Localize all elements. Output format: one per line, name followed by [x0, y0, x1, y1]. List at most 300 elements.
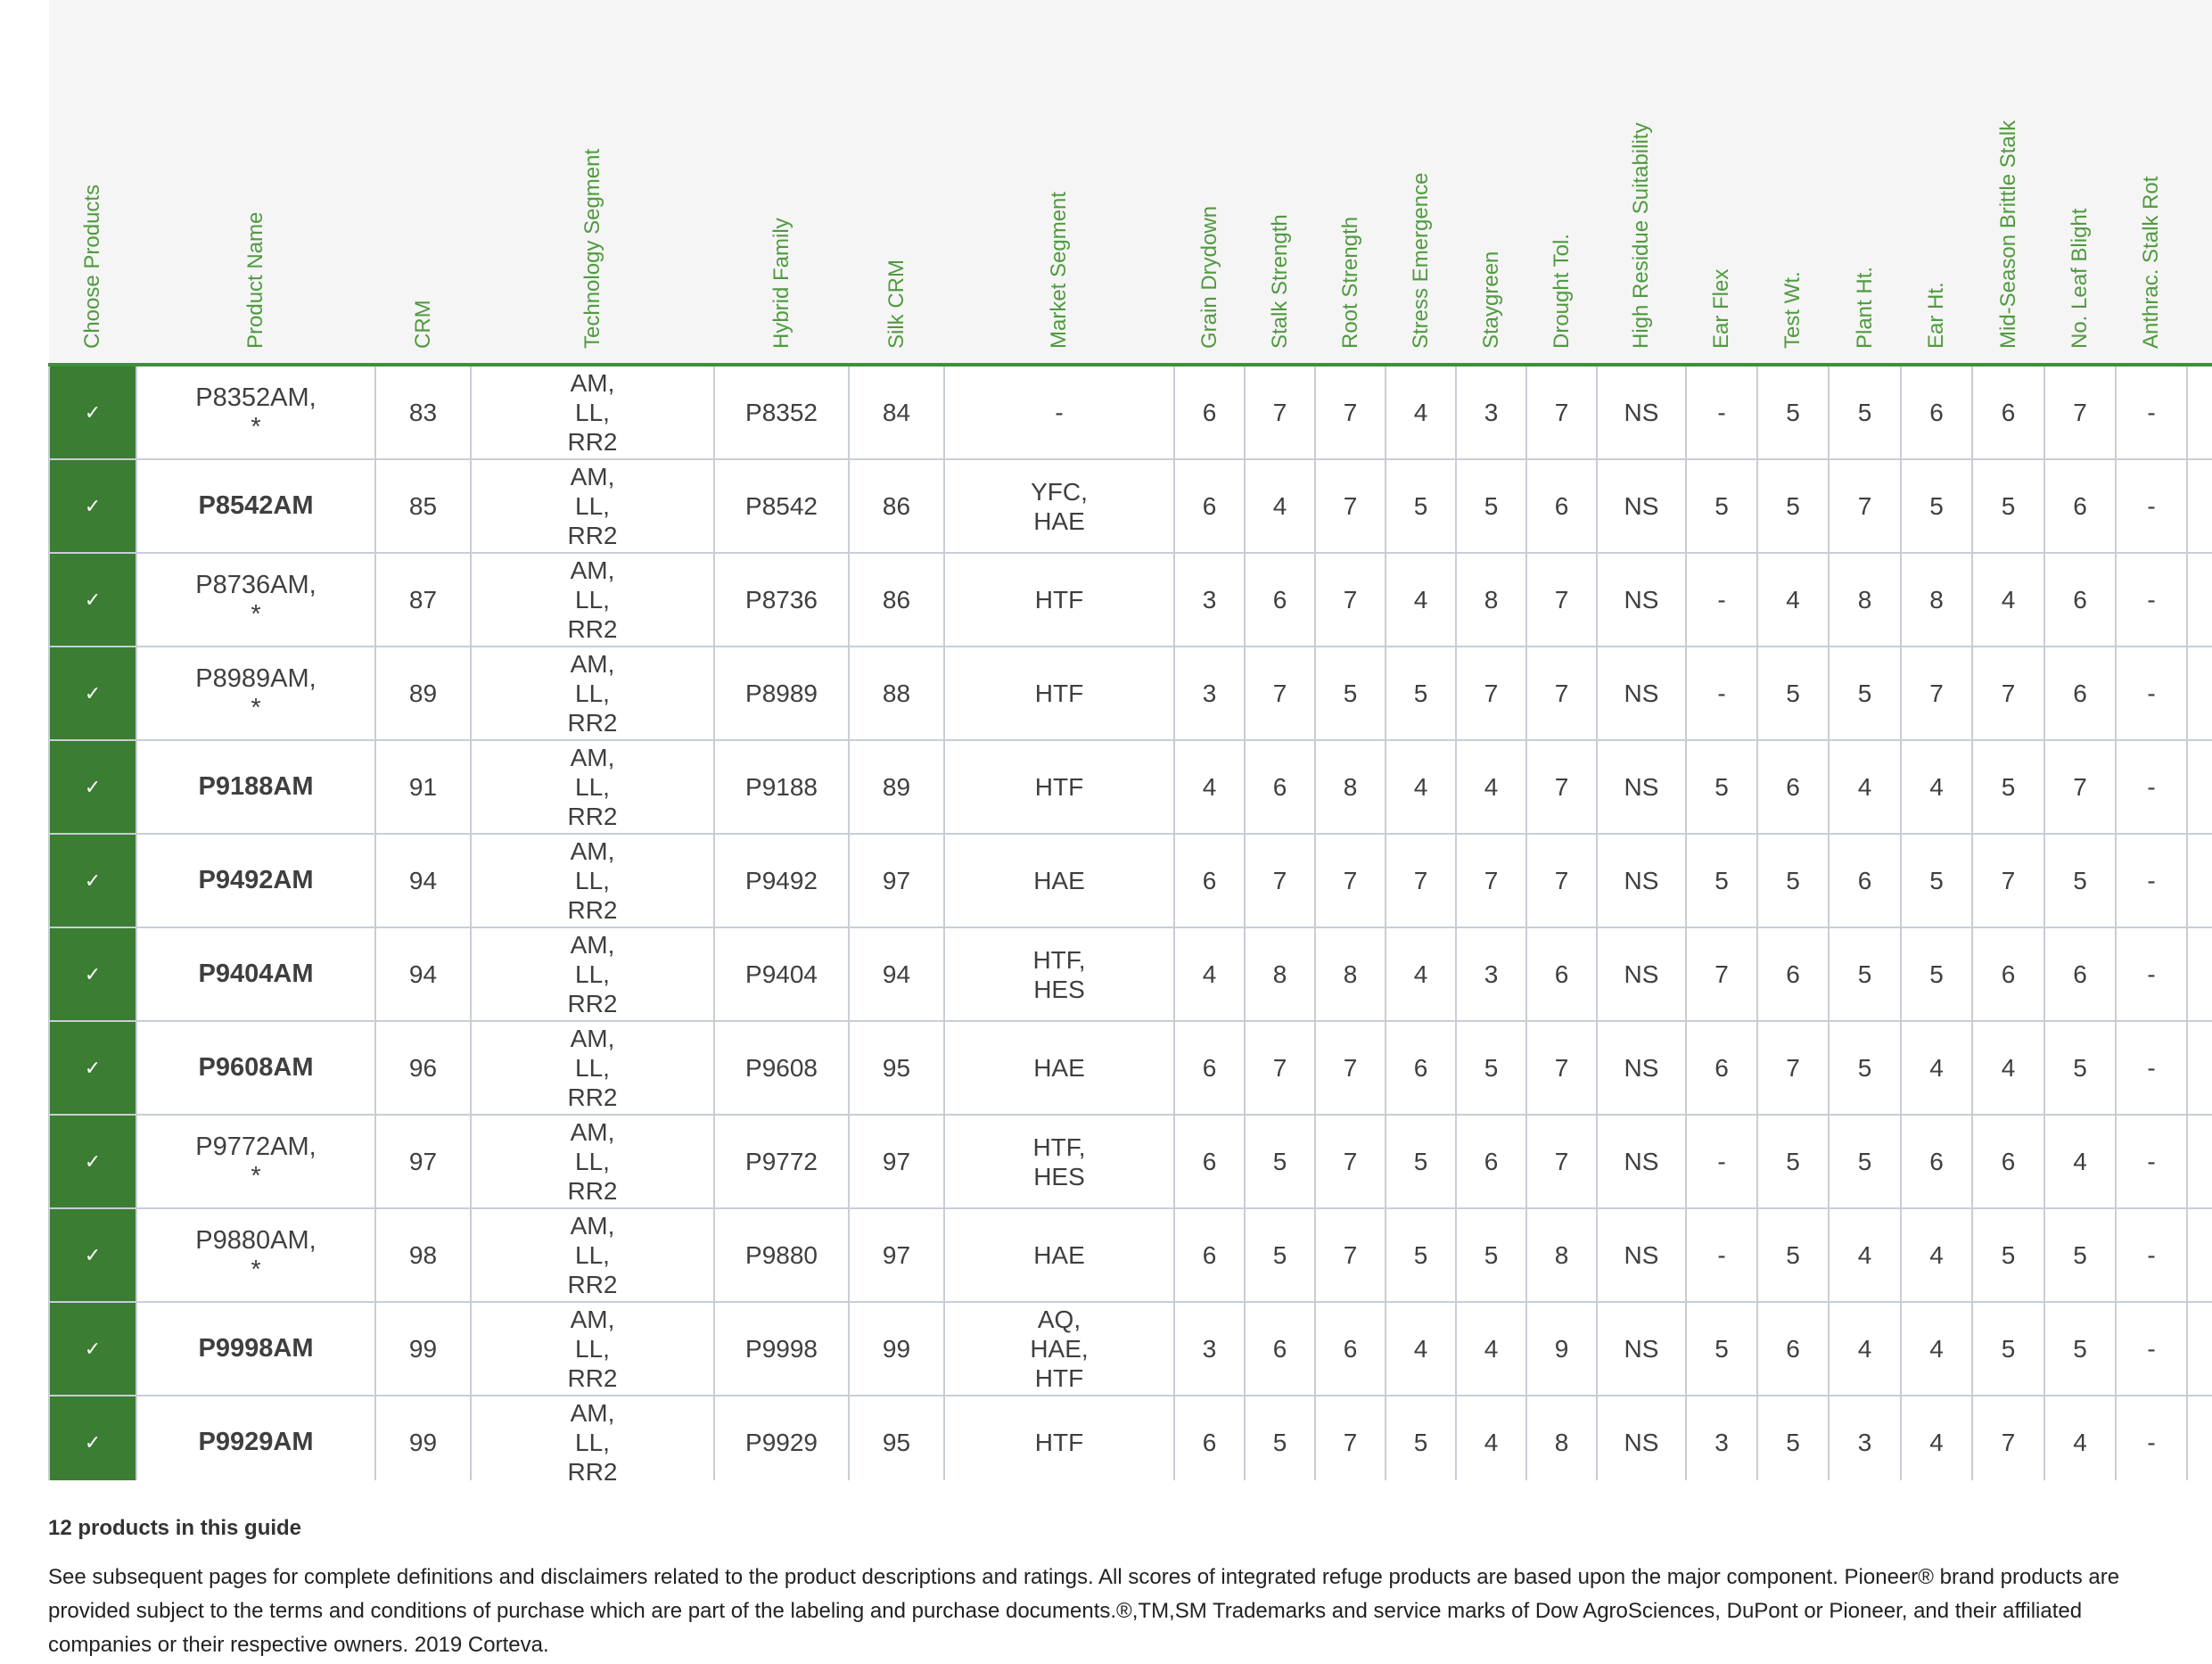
- rating-cell: 4: [2044, 1396, 2116, 1480]
- crm-cell: 99: [375, 1302, 471, 1396]
- choose-product-checkbox[interactable]: [49, 1396, 136, 1480]
- checkmark-icon: ✓: [84, 1338, 102, 1360]
- silk-crm-cell: 84: [849, 365, 944, 459]
- column-header: [2187, 0, 2212, 365]
- rating-cell: 9: [1526, 1302, 1597, 1396]
- column-header: [1901, 0, 1972, 365]
- market-segment-cell: [944, 1302, 1174, 1396]
- rating-cell: 5: [1456, 459, 1526, 553]
- rating-cell: NS: [1597, 647, 1686, 740]
- cell-line: HAE,: [1030, 1335, 1089, 1363]
- cell-line: AM,: [570, 369, 615, 397]
- rating-cell: 5: [1901, 927, 1972, 1021]
- rating-cell: -: [1686, 553, 1757, 647]
- cell-line: HTF: [1034, 586, 1084, 614]
- market-segment-cell: [944, 1208, 1174, 1302]
- rating-cell: 6: [1972, 365, 2044, 459]
- column-header-label: Stalk Strength: [1267, 214, 1292, 349]
- crm-cell: 83: [375, 365, 471, 459]
- cell-line: LL,: [575, 492, 610, 520]
- rating-cell: 7: [1526, 647, 1597, 740]
- product-name: [136, 1302, 375, 1396]
- rating-cell: 6: [1757, 927, 1829, 1021]
- rating-cell: 7: [1526, 365, 1597, 459]
- rating-cell: 8: [1901, 553, 1972, 647]
- cell-line: LL,: [575, 399, 610, 426]
- cell-line: AM,: [570, 556, 615, 584]
- rating-cell: NS: [1597, 834, 1686, 927]
- choose-product-checkbox[interactable]: [49, 647, 136, 740]
- cell-line: RR2: [567, 1083, 618, 1111]
- cell-line: AM,: [570, 463, 615, 490]
- rating-cell: 7: [2044, 365, 2116, 459]
- cell-line: P9404AM: [198, 960, 314, 988]
- column-header: [1757, 0, 1829, 365]
- column-header-label: Anthrac. Stalk Rot: [2139, 176, 2163, 349]
- product-name: [136, 1021, 375, 1115]
- column-header: [471, 0, 714, 365]
- cell-line: RR2: [567, 522, 618, 549]
- rating-cell: 4: [1386, 1302, 1456, 1396]
- rating-cell: 6: [1757, 1302, 1829, 1396]
- rating-cell: NS: [1597, 1396, 1686, 1480]
- rating-cell: 5: [1757, 1208, 1829, 1302]
- empty-cell: [2187, 365, 2212, 459]
- rating-cell: 5: [1386, 647, 1456, 740]
- column-header-label: Choose Products: [80, 184, 104, 349]
- rating-cell: 6: [2044, 647, 2116, 740]
- rating-cell: -: [2116, 1115, 2187, 1208]
- hybrid-family-cell: P9880: [714, 1208, 849, 1302]
- rating-cell: -: [1686, 1115, 1757, 1208]
- market-segment-cell: [944, 553, 1174, 647]
- cell-line: RR2: [567, 803, 618, 830]
- rating-cell: NS: [1597, 365, 1686, 459]
- market-segment-cell: [944, 459, 1174, 553]
- table-row: [49, 1021, 2212, 1115]
- choose-product-checkbox[interactable]: [49, 927, 136, 1021]
- rating-cell: 7: [1245, 365, 1315, 459]
- rating-cell: 3: [1174, 553, 1245, 647]
- cell-line: LL,: [575, 773, 610, 801]
- rating-cell: 4: [1829, 740, 1901, 834]
- rating-cell: 5: [1972, 740, 2044, 834]
- hybrid-family-cell: P8542: [714, 459, 849, 553]
- rating-cell: 5: [1686, 459, 1757, 553]
- choose-product-checkbox[interactable]: [49, 553, 136, 647]
- rating-cell: -: [2116, 365, 2187, 459]
- rating-cell: 5: [1757, 1115, 1829, 1208]
- rating-cell: 5: [1456, 1208, 1526, 1302]
- rating-cell: 6: [1174, 1021, 1245, 1115]
- rating-cell: 4: [1174, 740, 1245, 834]
- rating-cell: 4: [1901, 1302, 1972, 1396]
- empty-cell: [2187, 834, 2212, 927]
- column-header: [1686, 0, 1757, 365]
- rating-cell: 6: [1686, 1021, 1757, 1115]
- crm-cell: 94: [375, 927, 471, 1021]
- rating-cell: 7: [1526, 1115, 1597, 1208]
- rating-cell: -: [1686, 1208, 1757, 1302]
- cell-line: YFC,: [1031, 477, 1088, 506]
- cell-line: RR2: [567, 896, 618, 924]
- technology-segment-cell: [471, 1302, 714, 1396]
- rating-cell: 7: [1972, 647, 2044, 740]
- rating-cell: 6: [1174, 834, 1245, 927]
- rating-cell: 4: [1386, 740, 1456, 834]
- rating-cell: 3: [1829, 1396, 1901, 1480]
- cell-line: P9929AM: [198, 1428, 314, 1456]
- rating-cell: NS: [1597, 1021, 1686, 1115]
- empty-cell: [2187, 927, 2212, 1021]
- rating-cell: 7: [1245, 1021, 1315, 1115]
- rating-cell: 6: [1245, 740, 1315, 834]
- rating-cell: 5: [1315, 647, 1386, 740]
- rating-cell: 6: [1174, 1208, 1245, 1302]
- rating-cell: 6: [1972, 1115, 2044, 1208]
- rating-cell: 5: [1757, 1396, 1829, 1480]
- rating-cell: -: [2116, 1302, 2187, 1396]
- hybrid-family-cell: P9608: [714, 1021, 849, 1115]
- rating-cell: 5: [1386, 1115, 1456, 1208]
- rating-cell: 6: [1526, 459, 1597, 553]
- rating-cell: 4: [1901, 1396, 1972, 1480]
- rating-cell: 8: [1245, 927, 1315, 1021]
- choose-product-checkbox[interactable]: [49, 1208, 136, 1302]
- rating-cell: 7: [1829, 459, 1901, 553]
- rating-cell: 5: [1245, 1115, 1315, 1208]
- cell-line: RR2: [567, 709, 618, 737]
- choose-product-checkbox[interactable]: [49, 740, 136, 834]
- column-header: [49, 0, 136, 365]
- choose-product-checkbox[interactable]: [49, 459, 136, 553]
- rating-cell: NS: [1597, 553, 1686, 647]
- rating-cell: -: [2116, 740, 2187, 834]
- choose-product-checkbox[interactable]: [49, 1302, 136, 1396]
- rating-cell: 6: [1174, 1396, 1245, 1480]
- product-comparison-table: [48, 0, 2212, 1480]
- cell-line: *: [251, 1255, 261, 1284]
- column-header-label: CRM: [410, 300, 435, 349]
- product-name: [136, 740, 375, 834]
- cell-line: *: [251, 599, 261, 629]
- cell-line: LL,: [575, 1054, 610, 1082]
- choose-product-checkbox[interactable]: [49, 1021, 136, 1115]
- checkmark-icon: ✓: [84, 963, 102, 985]
- cell-line: AM,: [570, 650, 615, 678]
- column-header-label: Product Name: [243, 211, 267, 349]
- rating-cell: 3: [1456, 927, 1526, 1021]
- rating-cell: 7: [1386, 834, 1456, 927]
- column-header-label: Test Wt.: [1780, 271, 1805, 349]
- silk-crm-cell: 97: [849, 834, 944, 927]
- empty-cell: [2187, 459, 2212, 553]
- rating-cell: 7: [1526, 740, 1597, 834]
- rating-cell: 7: [1315, 1208, 1386, 1302]
- rating-cell: 6: [1829, 834, 1901, 927]
- column-header: [2044, 0, 2116, 365]
- silk-crm-cell: 86: [849, 553, 944, 647]
- rating-cell: 4: [1386, 553, 1456, 647]
- rating-cell: NS: [1597, 459, 1686, 553]
- cell-line: LL,: [575, 1148, 610, 1175]
- rating-cell: 7: [1315, 1115, 1386, 1208]
- column-header-label: Mid-Season Brittle Stalk: [1995, 119, 2020, 349]
- rating-cell: 5: [1829, 647, 1901, 740]
- crm-cell: 97: [375, 1115, 471, 1208]
- column-header-label: Grain Drydown: [1196, 205, 1221, 349]
- silk-crm-cell: 86: [849, 459, 944, 553]
- technology-segment-cell: [471, 1021, 714, 1115]
- cell-line: RR2: [567, 990, 618, 1017]
- technology-segment-cell: [471, 1396, 714, 1480]
- rating-cell: 5: [1386, 459, 1456, 553]
- rating-cell: 5: [1245, 1396, 1315, 1480]
- checkmark-icon: ✓: [84, 1150, 102, 1173]
- market-segment-cell: [944, 740, 1174, 834]
- table-row: [49, 1208, 2212, 1302]
- checkmark-icon: ✓: [84, 1244, 102, 1266]
- rating-cell: 7: [1901, 647, 1972, 740]
- cell-line: HAE: [1033, 1241, 1085, 1269]
- rating-cell: 3: [1456, 365, 1526, 459]
- rating-cell: 5: [1829, 927, 1901, 1021]
- rating-cell: -: [2116, 459, 2187, 553]
- table-body: [49, 365, 2212, 1480]
- market-segment-cell: [944, 1396, 1174, 1480]
- cell-line: AM,: [570, 1399, 615, 1427]
- choose-product-checkbox[interactable]: [49, 365, 136, 459]
- rating-cell: -: [1686, 365, 1757, 459]
- rating-cell: 5: [2044, 834, 2116, 927]
- rating-cell: 7: [1315, 1021, 1386, 1115]
- product-name: [136, 365, 375, 459]
- market-segment-cell: [944, 834, 1174, 927]
- choose-product-checkbox[interactable]: [49, 834, 136, 927]
- cell-line: LL,: [575, 1241, 610, 1269]
- empty-cell: [2187, 1115, 2212, 1208]
- rating-cell: 5: [1757, 647, 1829, 740]
- rating-cell: 7: [1245, 834, 1315, 927]
- empty-cell: [2187, 1021, 2212, 1115]
- cell-line: RR2: [567, 428, 618, 456]
- technology-segment-cell: [471, 834, 714, 927]
- hybrid-family-cell: P9929: [714, 1396, 849, 1480]
- market-segment-cell: [944, 647, 1174, 740]
- rating-cell: 7: [2044, 740, 2116, 834]
- table-row: [49, 553, 2212, 647]
- column-header-label: High Residue Suitability: [1629, 122, 1653, 349]
- column-header: [1386, 0, 1456, 365]
- rating-cell: 6: [1456, 1115, 1526, 1208]
- crm-cell: 94: [375, 834, 471, 927]
- rating-cell: 5: [1972, 1302, 2044, 1396]
- hybrid-family-cell: P8352: [714, 365, 849, 459]
- column-header: [849, 0, 944, 365]
- rating-cell: 3: [1686, 1396, 1757, 1480]
- column-header-label: Hybrid Family: [769, 218, 794, 349]
- rating-cell: 5: [1386, 1396, 1456, 1480]
- cell-line: RR2: [567, 1458, 618, 1480]
- cell-line: AQ,: [1037, 1306, 1081, 1333]
- table-row: [49, 1302, 2212, 1396]
- rating-cell: 5: [1386, 1208, 1456, 1302]
- rating-cell: 4: [1901, 740, 1972, 834]
- cell-line: *: [251, 412, 261, 441]
- rating-cell: 7: [1526, 1021, 1597, 1115]
- choose-product-checkbox[interactable]: [49, 1115, 136, 1208]
- checkmark-icon: ✓: [84, 589, 102, 611]
- rating-cell: NS: [1597, 740, 1686, 834]
- cell-line: RR2: [567, 615, 618, 643]
- crm-cell: 91: [375, 740, 471, 834]
- cell-line: AM,: [570, 1025, 615, 1052]
- rating-cell: 4: [1456, 740, 1526, 834]
- rating-cell: 8: [1526, 1396, 1597, 1480]
- column-header-label: Drought Tol.: [1549, 234, 1574, 349]
- hybrid-family-cell: P8736: [714, 553, 849, 647]
- cell-line: HTF: [1034, 680, 1084, 707]
- table-row: [49, 647, 2212, 740]
- hybrid-family-cell: P9772: [714, 1115, 849, 1208]
- rating-cell: 7: [1526, 834, 1597, 927]
- crm-cell: 96: [375, 1021, 471, 1115]
- product-name: [136, 834, 375, 927]
- rating-cell: -: [2116, 647, 2187, 740]
- column-header: [1456, 0, 1526, 365]
- hybrid-family-cell: P9404: [714, 927, 849, 1021]
- rating-cell: 6: [1386, 1021, 1456, 1115]
- cell-line: P9188AM: [198, 772, 314, 801]
- checkmark-icon: ✓: [84, 495, 102, 517]
- silk-crm-cell: 97: [849, 1115, 944, 1208]
- table-row: [49, 365, 2212, 459]
- rating-cell: 5: [1245, 1208, 1315, 1302]
- rating-cell: 3: [1174, 1302, 1245, 1396]
- rating-cell: 5: [1829, 1021, 1901, 1115]
- cell-line: LL,: [575, 1335, 610, 1363]
- rating-cell: 7: [1686, 927, 1757, 1021]
- technology-segment-cell: [471, 365, 714, 459]
- rating-cell: 5: [1757, 365, 1829, 459]
- rating-cell: 5: [1686, 834, 1757, 927]
- rating-cell: -: [1686, 647, 1757, 740]
- cell-line: AM,: [570, 744, 615, 771]
- rating-cell: 6: [1901, 365, 1972, 459]
- column-header-label: Ear Flex: [1709, 268, 1733, 349]
- cell-line: LL,: [575, 1429, 610, 1456]
- silk-crm-cell: 89: [849, 740, 944, 834]
- checkmark-icon: ✓: [84, 1057, 102, 1079]
- cell-line: HES: [1033, 1162, 1085, 1190]
- rating-cell: 4: [1829, 1302, 1901, 1396]
- empty-cell: [2187, 647, 2212, 740]
- rating-cell: 6: [1315, 1302, 1386, 1396]
- rating-cell: 7: [1315, 459, 1386, 553]
- hybrid-family-cell: P9998: [714, 1302, 849, 1396]
- column-header-label: Ear Ht.: [1924, 282, 1948, 349]
- rating-cell: 4: [1757, 553, 1829, 647]
- cell-line: LL,: [575, 586, 610, 614]
- silk-crm-cell: 99: [849, 1302, 944, 1396]
- rating-cell: 6: [1526, 927, 1597, 1021]
- column-header-label: Market Segment: [1047, 191, 1071, 349]
- rating-cell: 6: [2044, 927, 2116, 1021]
- rating-cell: -: [2116, 1208, 2187, 1302]
- technology-segment-cell: [471, 927, 714, 1021]
- rating-cell: 6: [1972, 927, 2044, 1021]
- rating-cell: 4: [1901, 1208, 1972, 1302]
- rating-cell: -: [2116, 834, 2187, 927]
- silk-crm-cell: 95: [849, 1396, 944, 1480]
- rating-cell: 7: [1972, 1396, 2044, 1480]
- rating-cell: 7: [1245, 647, 1315, 740]
- cell-line: P9608AM: [198, 1053, 314, 1082]
- rating-cell: 7: [1456, 647, 1526, 740]
- column-header-label: Root Strength: [1337, 216, 1362, 349]
- rating-cell: 8: [1526, 1208, 1597, 1302]
- rating-cell: NS: [1597, 1115, 1686, 1208]
- technology-segment-cell: [471, 740, 714, 834]
- product-name: [136, 1115, 375, 1208]
- market-segment-cell: [944, 927, 1174, 1021]
- crm-cell: 99: [375, 1396, 471, 1480]
- rating-cell: 7: [1972, 834, 2044, 927]
- rating-cell: 6: [1757, 740, 1829, 834]
- rating-cell: 5: [2044, 1302, 2116, 1396]
- rating-cell: 4: [1972, 1021, 2044, 1115]
- cell-line: RR2: [567, 1177, 618, 1205]
- column-header: [1174, 0, 1245, 365]
- rating-cell: 4: [1901, 1021, 1972, 1115]
- cell-line: P8352AM,: [195, 383, 317, 412]
- rating-cell: 5: [1972, 1208, 2044, 1302]
- footer: [48, 1516, 2188, 1662]
- cell-line: P8989AM,: [195, 663, 317, 693]
- rating-cell: 4: [1245, 459, 1315, 553]
- column-header-label: Silk CRM: [884, 259, 909, 349]
- product-name: [136, 553, 375, 647]
- cell-line: P8542AM: [198, 491, 314, 520]
- rating-cell: 4: [1386, 927, 1456, 1021]
- cell-line: *: [251, 693, 261, 722]
- column-header: [1597, 0, 1686, 365]
- cell-line: HTF: [1034, 1429, 1084, 1456]
- silk-crm-cell: 88: [849, 647, 944, 740]
- technology-segment-cell: [471, 1208, 714, 1302]
- rating-cell: 5: [2044, 1208, 2116, 1302]
- hybrid-family-cell: P8989: [714, 647, 849, 740]
- product-name: [136, 1208, 375, 1302]
- rating-cell: 5: [1757, 459, 1829, 553]
- header-row: [49, 0, 2212, 365]
- column-header: [1315, 0, 1386, 365]
- rating-cell: 5: [1686, 1302, 1757, 1396]
- column-header-label: Plant Ht.: [1852, 266, 1877, 349]
- rating-cell: 4: [1972, 553, 2044, 647]
- checkmark-icon: ✓: [84, 682, 102, 704]
- silk-crm-cell: 95: [849, 1021, 944, 1115]
- empty-cell: [2187, 1208, 2212, 1302]
- rating-cell: 7: [1315, 553, 1386, 647]
- rating-cell: 4: [1829, 1208, 1901, 1302]
- rating-cell: NS: [1597, 1302, 1686, 1396]
- cell-line: RR2: [567, 1271, 618, 1298]
- rating-cell: 5: [1829, 365, 1901, 459]
- cell-line: HTF: [1034, 1364, 1084, 1392]
- rating-cell: 8: [1829, 553, 1901, 647]
- cell-line: *: [251, 1161, 261, 1190]
